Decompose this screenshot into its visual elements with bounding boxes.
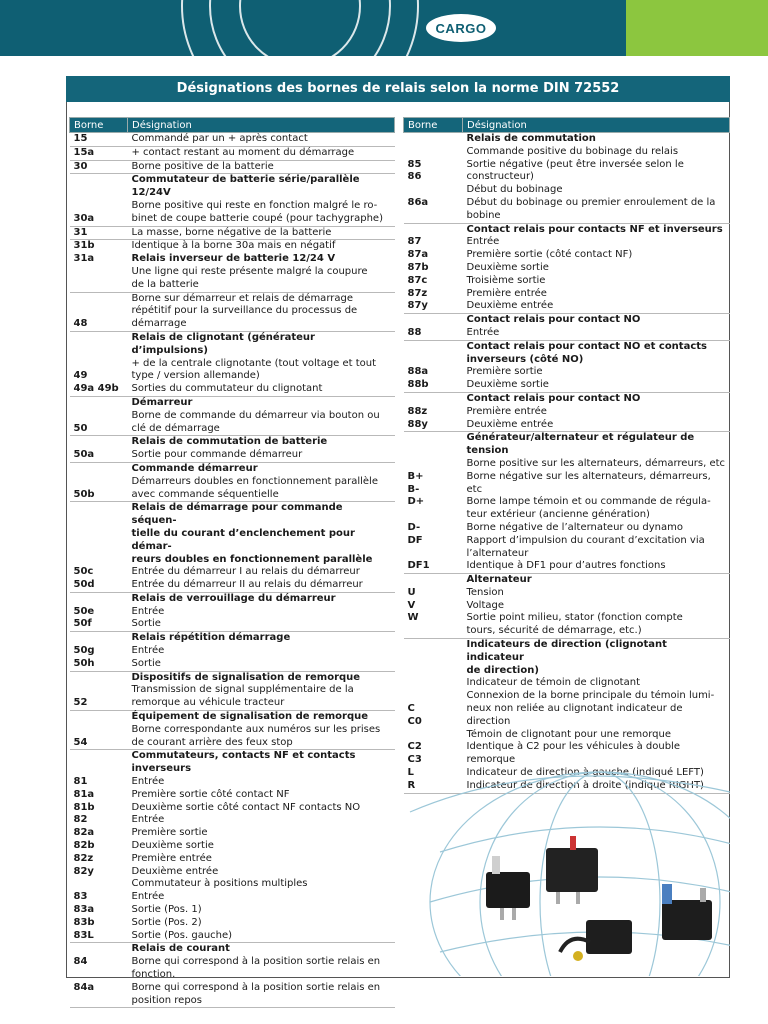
right-group-heading: Relais de commutation [466,133,596,144]
left-code-line: 31b [73,240,95,252]
left-group-heading: Dispositifs de signalisation de remorque [131,671,361,683]
left-designation-line: Entrée du démarreur II au relais du démarreur [131,579,363,591]
right-code-line: 87c [407,274,428,286]
left-terminal-designation [128,592,395,631]
left-designation-line: Borne qui correspond à la position sortie relais en [131,956,381,968]
left-designation-line: Sortie [131,657,161,669]
left-code-line: 83 [73,891,88,903]
left-header-designation: Désignation [128,118,395,133]
left-table-row [70,174,395,226]
left-terminal-designation [128,711,395,750]
right-group-heading: Contact relais pour contacts NF et inverseurs [466,223,723,235]
left-terminal-code [70,462,128,501]
right-designation-line: Voltage [466,599,505,611]
left-designation-line: répétitif pour la surveillance du processus de [131,305,358,317]
left-code-line: 30a [73,212,95,224]
right-designation-line: Sortie négative (peut être inversée selon le [466,158,684,170]
left-terminal-code [70,160,128,174]
left-terminal-code [70,292,128,331]
left-designation-line: Borne sur démarreur et relais de démarrage [131,292,353,304]
right-designation-line: teur extérieur (ancienne génération) [466,509,650,521]
left-group-heading: Commutateur de batterie série/parallèle [131,174,360,186]
right-code-line: 88y [407,418,428,430]
right-code-line: C0 [407,715,422,727]
left-designation-line: Une ligne qui reste présente malgré la coupure [131,265,368,277]
left-table-row [70,671,395,710]
right-group-heading: Contact relais pour contact NO et contacts [466,340,707,352]
relay-4-icon [662,884,712,940]
right-header-designation: Désignation [463,118,730,133]
right-code-line: 87y [407,300,428,312]
right-terminal-code [404,223,463,314]
left-group-heading: Relais de verrouillage du démarreur [131,592,336,604]
left-table-row [70,711,395,750]
right-table-row [404,340,730,392]
left-terminal-designation [128,671,395,710]
right-designation-line: Connexion de la borne principale du témoin lumi- [466,690,715,702]
right-group-heading: Indicateurs de direction (clignotant indicateur [466,639,667,663]
left-designation-line: binet de coupe batterie coupé (pour tachygraphe) [131,212,383,224]
right-designation-line: Rapport d’impulsion du courant d’excitation via [466,534,705,546]
left-table-row [70,750,395,943]
right-terminal-designation [463,340,730,392]
left-designation-line: Commandé par un + après contact [131,133,308,144]
right-group-heading: Alternateur [466,574,532,586]
right-code-line: W [407,612,419,624]
left-code-line: 31 [73,226,88,238]
right-designation-line: neux non reliée au clignotant indicateur de direction [466,703,683,727]
left-designation-line: de la batterie [131,278,199,290]
left-table-row [70,632,395,671]
left-group-heading: Commutateurs, contacts NF et contacts inverseurs [131,750,356,775]
right-terminal-code [404,314,463,341]
left-code-line: 82a [73,827,95,839]
left-terminal-code [70,632,128,671]
left-code-line [74,969,124,982]
right-designation-line: Commande positive du bobinage du relais [466,145,679,157]
left-code-line: 81 [73,776,88,788]
left-code-line: 81a [73,788,95,800]
left-terminal-table [69,117,395,1008]
left-code-line: 50f [73,618,92,630]
left-code-line: 82y [73,865,94,877]
left-terminal-code [70,436,128,463]
left-designation-line: Commutateur à positions multiples [131,878,308,890]
right-code-line: 87a [407,249,429,261]
left-designation-line: Entrée du démarreur I au relais du démarreur [131,566,360,578]
right-code-line: 88a [407,366,429,378]
left-code-line: 84 [73,956,88,968]
left-code-line: 83a [73,904,95,916]
right-designation-line: Tension [466,586,504,598]
right-code-line: V [407,599,416,611]
left-table-row [70,331,395,396]
right-designation-line: Début du bobinage ou premier enroulement de la [466,196,716,208]
right-terminal-code [404,392,463,431]
right-code-line: B+ [407,470,424,482]
left-group-heading: Relais de courant [131,943,230,955]
left-designation-line: Entrée [131,814,165,826]
left-header-borne: Borne [70,118,128,133]
left-designation-line: La masse, borne négative de la batterie [131,226,332,238]
left-table-row [70,943,395,1008]
left-group-heading: Équipement de signalisation de remorque [131,711,369,723]
left-terminal-code [70,671,128,710]
page-title: Désignations des bornes de relais selon la norme DIN 72552 [66,76,730,102]
left-designation-line: Borne positive qui reste en fonction malgré le ro- [131,199,378,211]
left-terminal-code [70,396,128,435]
right-designation-line: Borne négative sur les alternateurs, démarreurs, etc [466,470,711,495]
left-designation-line: Identique à la borne 30a mais en négatif [131,240,336,252]
left-code-line: 83b [73,916,95,928]
right-table-row [404,432,730,574]
right-designation-line: Première entrée [466,287,547,299]
left-terminal-designation [128,292,395,331]
right-designation-line: Première sortie [466,366,543,378]
right-terminal-designation [463,223,730,314]
right-table-row [404,133,730,224]
right-code-line [408,625,459,638]
left-code-line: 15 [73,133,88,144]
left-table-row [70,462,395,501]
right-table-row [404,314,730,341]
right-code-line: C3 [407,754,422,766]
right-group-heading: Contact relais pour contact NO [466,392,641,404]
left-table-row [70,226,395,240]
right-terminal-code [404,432,463,574]
left-terminal-designation [128,160,395,174]
right-designation-line: l’alternateur [466,547,529,559]
left-designation-line: Entrée [131,891,165,903]
left-designation-line: Sortie pour commande démarreur [131,449,303,461]
left-designation-line: Borne correspondante aux numéros sur les prises [131,723,381,735]
left-code-line: 49 [73,370,88,382]
right-code-line [408,729,459,742]
left-table-row [70,160,395,174]
left-designation-line: Transmission de signal supplémentaire de la [131,684,354,696]
left-code-line [74,995,124,1008]
left-terminal-code [70,750,128,943]
left-designation-line: Entrée [131,645,165,657]
right-group-heading: inverseurs (côté NO) [466,353,584,365]
right-designation-line: Première sortie (côté contact NF) [466,249,633,261]
right-designation-line: Borne positive sur les alternateurs, démarreurs, etc [466,457,726,469]
left-table-row [70,502,395,593]
right-designation-line: Deuxième entrée [466,418,554,430]
left-designation-line: Deuxième sortie [131,840,214,852]
left-table-row [70,133,395,147]
left-code-line: 30 [73,160,88,172]
right-code-line: 87b [407,261,429,273]
right-code-line: 86a [407,196,429,208]
left-designation-line: Sorties du commutateur du clignotant [131,383,323,395]
left-code-line: 50a [73,449,95,461]
left-code-line: 15a [73,146,95,158]
left-designation-line: Deuxième sortie côté contact NF contacts NO [131,801,361,813]
right-terminal-designation [463,574,730,639]
right-terminal-designation [463,133,730,224]
left-code-line: 48 [73,318,88,330]
left-code-line [74,878,124,891]
left-terminal-code [70,174,128,226]
left-code-line: 83L [73,929,94,941]
left-designation-line: de courant arrière des feux stop [131,736,293,748]
right-designation-line: Identique à C2 pour les véhicules à double remorque [466,741,680,766]
left-designation-line: Borne qui correspond à la position sortie relais en [131,981,381,993]
left-designation-line: Première sortie côté contact NF [131,788,290,800]
left-terminal-designation [128,462,395,501]
left-terminal-code [70,592,128,631]
header-green-band [626,0,768,56]
right-group-heading: Contact relais pour contact NO [466,314,641,326]
left-code-line: 82 [73,814,88,826]
right-code-line: 88z [407,405,428,417]
left-terminal-code [70,226,128,240]
left-designation-line: position repos [131,994,203,1006]
left-terminal-designation [128,331,395,396]
right-code-line: DF1 [407,560,430,572]
left-designation-line: Première entrée [131,852,212,864]
left-terminal-designation [128,174,395,226]
left-terminal-designation [128,943,395,1008]
left-designation-line: Sortie (Pos. 1) [131,904,202,916]
right-code-line [408,184,459,197]
right-terminal-code [404,574,463,639]
left-group-heading: Relais de commutation de batterie [131,436,328,448]
right-designation-line: Borne lampe témoin et ou commande de régula- [466,496,711,508]
right-code-line: 87 [407,236,422,248]
left-terminal-code [70,331,128,396]
right-terminal-table [403,117,730,794]
left-designation-line: Borne positive de la batterie [131,160,274,172]
left-group-heading: Relais répétition démarrage [131,632,291,644]
right-designation-line: Indicateur de direction à gauche (indiqué LEFT) [466,767,704,779]
left-group-heading: reurs doubles en fonctionnement parallèle [131,553,373,565]
right-designation-line: tours, sécurité de démarrage, etc.) [466,625,642,637]
left-designation-line: Sortie [131,618,161,630]
left-terminal-code [70,711,128,750]
left-designation-line: Entrée [131,605,165,617]
right-code-line: 88 [407,326,422,338]
left-code-line: 50h [73,657,95,669]
left-terminal-code [70,146,128,160]
right-code-line: 88b [407,379,429,391]
right-table-row [404,574,730,639]
right-header-borne: Borne [404,118,463,133]
left-table-row [70,240,395,292]
right-table-row [404,392,730,431]
left-code-line: 81b [73,801,95,813]
left-code-line: 50g [73,645,95,657]
left-code-line: 84a [73,981,95,993]
right-code-line: 85 [407,158,422,170]
left-designation-line: avec commande séquentielle [131,488,279,500]
left-designation-line: Sortie (Pos. gauche) [131,929,233,941]
left-designation-line: Démarreurs doubles en fonctionnement parallèle [131,475,378,487]
left-group-heading: Commande démarreur [131,462,258,474]
left-terminal-code [70,133,128,147]
left-code-line: 50d [73,579,95,591]
right-designation-line: Deuxième sortie [466,379,549,391]
right-code-line: D+ [407,496,425,508]
right-code-line [408,509,459,522]
left-designation-line: Entrée [131,776,165,788]
right-code-line: B- [407,483,420,495]
right-table-column [403,117,730,794]
right-designation-line: Sortie point milieu, stator (fonction compte [466,612,683,624]
right-terminal-code [404,133,463,224]
left-code-line: 82b [73,840,95,852]
right-code-line: C [407,703,415,715]
right-group-heading: Générateur/alternateur et régulateur de tension [466,432,695,457]
right-code-line: U [407,586,416,598]
relay-3-icon [560,920,632,961]
right-group-heading: de direction) [466,664,539,676]
right-designation-line: bobine [466,209,501,221]
right-designation-line: Entrée [466,326,500,338]
left-designation-line: + contact restant au moment du démarrage [131,146,355,158]
left-code-line: 50 [73,422,88,434]
left-terminal-designation [128,133,395,147]
left-designation-line: + de la centrale clignotante (tout voltage et tout [131,357,377,369]
right-designation-line: Indicateur de témoin de clignotant [466,677,640,689]
left-table-row [70,146,395,160]
left-terminal-designation [128,502,395,593]
right-code-line: D- [407,521,421,533]
left-terminal-designation [128,396,395,435]
left-table-row [70,436,395,463]
left-code-line: 50e [73,605,95,617]
left-table-row [70,292,395,331]
right-designation-line: Deuxième entrée [466,300,554,312]
right-designation-line: Première entrée [466,405,547,417]
right-code-line [408,548,459,561]
right-designation-line: Deuxième sortie [466,261,549,273]
left-code-line [74,266,124,279]
left-code-line: 54 [73,736,88,748]
left-designation-line: remorque au véhicule tracteur [131,697,285,709]
right-code-line [408,210,459,223]
right-designation-line: Identique à DF1 pour d’autres fonctions [466,560,666,572]
left-terminal-designation [128,632,395,671]
left-terminal-code [70,943,128,1008]
left-terminal-designation [128,750,395,943]
left-code-line: 52 [73,697,88,709]
left-code-line: 82z [73,852,94,864]
left-designation-line: type / version allemande) [131,370,260,382]
left-designation-line: Borne de commande du démarreur via bouton ou [131,409,380,421]
left-group-heading: Relais de clignotant (générateur d’impulsions) [131,331,315,356]
right-designation-line: Témoin de clignotant pour une remorque [466,728,672,740]
cargo-logo: CARGO [426,14,496,42]
relay-2-icon [546,836,598,904]
left-code-line: 50c [73,566,94,578]
left-designation-line: démarrage [131,318,187,330]
relay-1-icon [486,856,530,920]
right-code-line: 86 [407,171,422,183]
left-code-line: 49a 49b [73,383,119,395]
right-code-line: C2 [407,741,422,753]
left-terminal-designation [128,226,395,240]
left-designation-line: Première sortie [131,827,208,839]
left-designation-line: clé de démarrage [131,422,220,434]
right-terminal-designation [463,392,730,431]
right-code-line: L [407,767,414,779]
right-designation-line: Borne négative de l’alternateur ou dynamo [466,521,683,533]
left-group-heading: Démarreur [131,396,193,408]
right-designation-line: Début du bobinage [466,184,563,196]
right-code-line: R [407,779,416,791]
left-table-row [70,592,395,631]
left-code-line [74,279,124,292]
right-terminal-designation [463,432,730,574]
page-header [0,0,768,56]
left-code-line: 31a [73,253,95,265]
left-designation-line: Deuxième entrée [131,865,219,877]
right-table-row [404,223,730,314]
right-code-line: 87z [407,287,428,299]
left-group-heading: 12/24V [131,187,171,199]
right-designation-line: Troisième sortie [466,274,546,286]
right-code-line: DF [407,534,423,546]
relay-products-illustration [400,752,730,976]
left-designation-line: Sortie (Pos. 2) [131,916,202,928]
left-table-column [69,117,395,1008]
left-code-line: 50b [73,488,95,500]
left-terminal-designation [128,436,395,463]
right-designation-line: Entrée [466,236,500,248]
right-terminal-code [404,340,463,392]
right-terminal-designation [463,314,730,341]
left-group-heading: Relais de démarrage pour commande séquen- [131,502,343,527]
left-terminal-designation [128,146,395,160]
right-designation-line: Indicateur de direction à droite (indiqué RIGHT) [466,779,704,791]
right-designation-line: constructeur) [466,171,534,183]
left-group-heading: tielle du courant d’enclenchement pour démar- [131,527,355,552]
left-terminal-code [70,502,128,593]
left-terminal-designation [128,240,395,292]
left-terminal-code [70,240,128,292]
left-group-heading: Relais inverseur de batterie 12/24 V [131,253,336,265]
left-designation-line: fonction. [131,969,176,980]
left-table-row [70,396,395,435]
